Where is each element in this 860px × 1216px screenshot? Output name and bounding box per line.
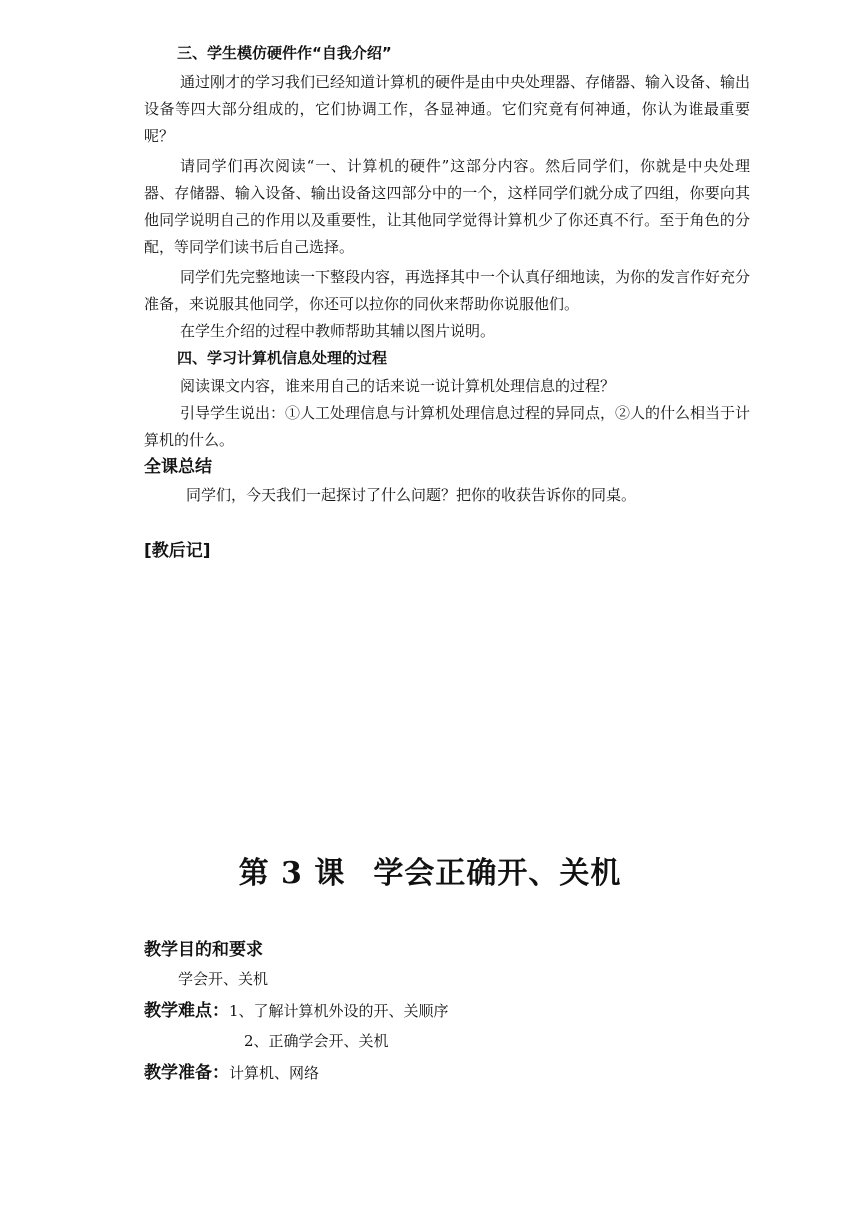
teaching-prep-line [144,1060,319,1086]
section-4-heading: 四、学习计算机信息处理的过程 [177,349,388,367]
teaching-difficulty-label: 教学难点： [144,1001,229,1021]
teaching-difficulty-item-1: 1、了解计算机外设的开、关顺序 [229,1002,449,1020]
teaching-prep-text: 计算机、网络 [229,1064,320,1082]
teaching-difficulty-item-2: 2、正确学会开、关机 [244,1032,389,1050]
section-3-paragraph-3: 同学们先完整地读一下整段内容，再选择其中一个认真仔细地读，为你的发言作好充分准备，来说服其他同学，你还可以拉你的同伙来帮助你说服他们。 [144,268,751,313]
teaching-goals-heading: 教学目的和要求 [144,940,263,960]
section-4-paragraph-2: 引导学生说出：①人工处理信息与计算机处理信息过程的异同点，②人的什么相当于计算机的什么。 [144,404,751,449]
lesson-name: 学会正确开、关机 [373,856,622,891]
section-3-paragraph-2: 请同学们再次阅读“一、计算机的硬件”这部分内容。然后同学们，你就是中央处理器、存储器、输入设备、输出设备这四部分中的一个，这样同学们就分成了四组，你要向其他同学说明自己的作用以及重要性，让其他同学觉得计算机少了你还真不行。至于角色的分配，等同学们读书后自己选择。 [144,157,750,256]
afterword-heading: [教后记] [144,541,211,561]
teaching-goals-text: 学会开、关机 [178,970,269,988]
section-4-paragraph-1: 阅读课文内容，谁来用自己的话来说一说计算机处理信息的过程？ [180,377,616,395]
summary-paragraph: 同学们，今天我们一起探讨了什么问题？把你的收获告诉你的同桌。 [186,486,637,504]
section-3-paragraph-1: 通过刚才的学习我们已经知道计算机的硬件是由中央处理器、存储器、输入设备、输出设备等四大部分组成的，它们协调工作，各显神通。它们究竟有何神通，你认为谁最重要呢？ [144,73,751,145]
teaching-difficulty-line [144,998,449,1024]
lesson-title [0,852,860,896]
summary-heading: 全课总结 [144,457,212,477]
section-3-paragraph-4: 在学生介绍的过程中教师帮助其辅以图片说明。 [180,322,496,340]
section-3-heading: 三、学生模仿硬件作“自我介绍” [177,44,392,62]
teaching-prep-label: 教学准备： [144,1063,229,1083]
lesson-number: 第 3 课 [238,856,346,891]
